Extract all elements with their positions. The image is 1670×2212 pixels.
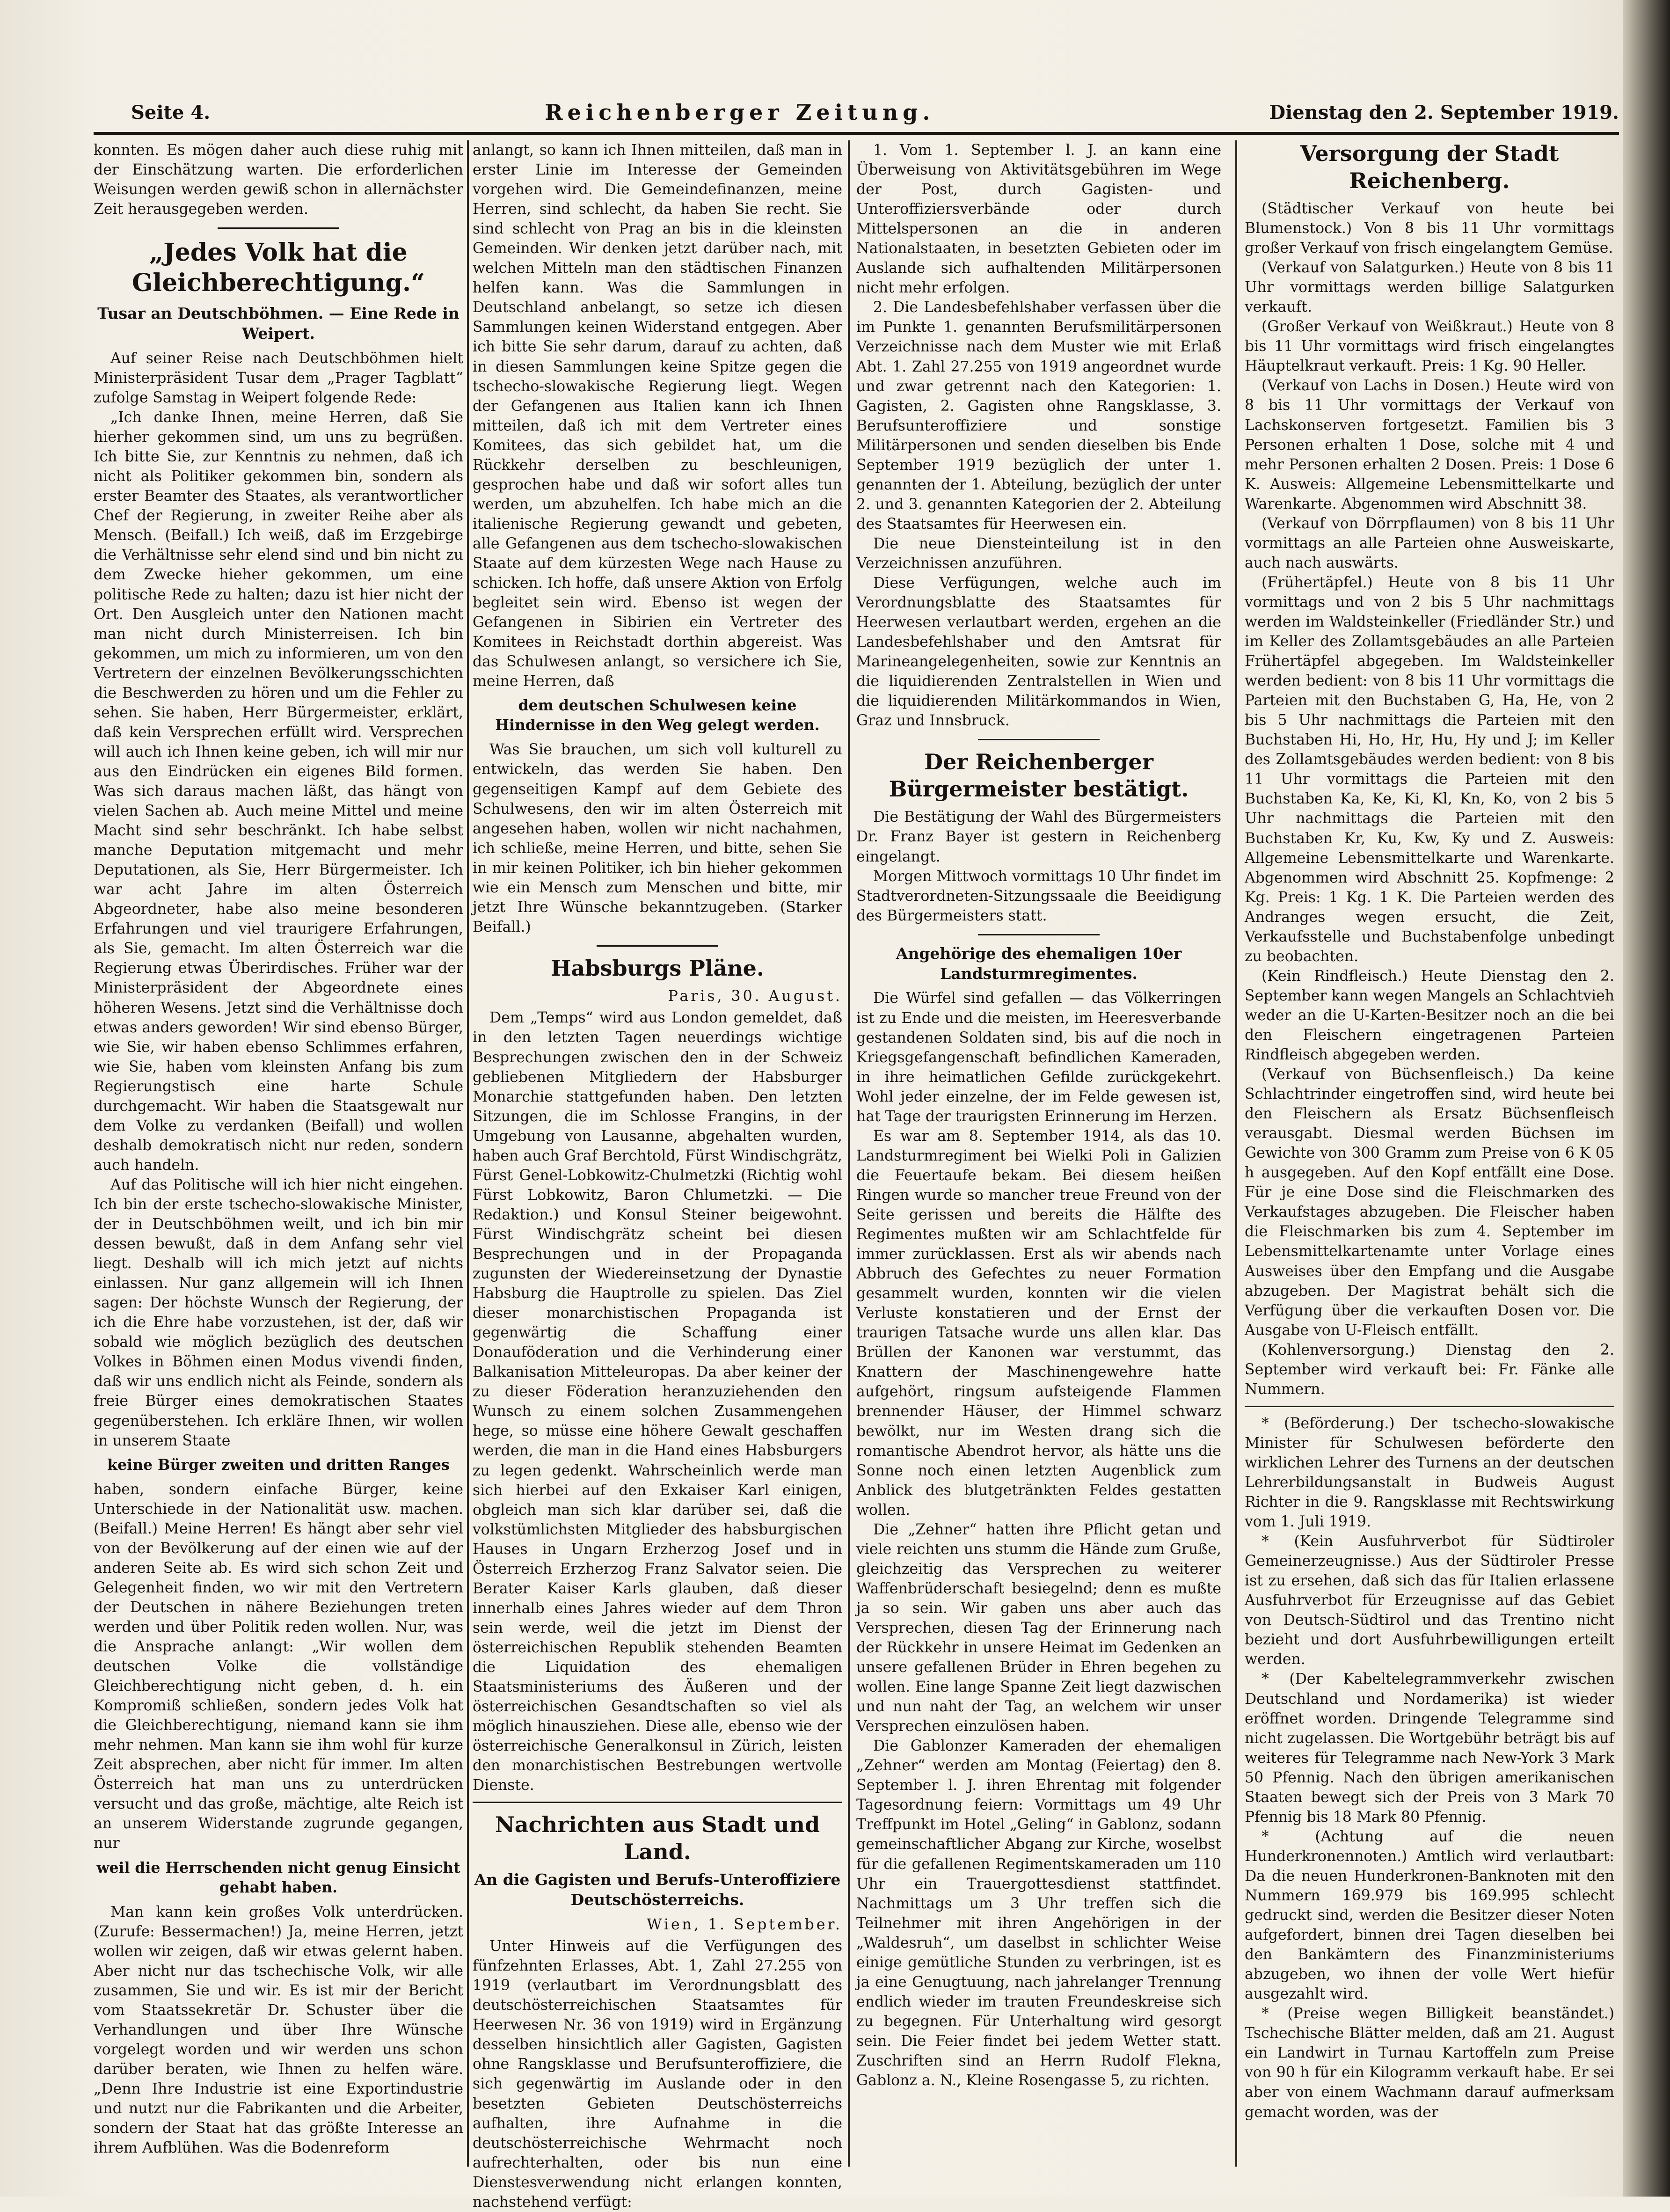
header-rule — [94, 132, 1619, 135]
page-header — [131, 96, 1619, 129]
paragraph: (Frühertäpfel.) Heute von 8 bis 11 Uhr vormittags und von 2 bis 5 Uhr nachmittags werden im Waldsteinkeller (Friedländer Str.) und im Keller des Zollamtsgebäudes an alle Parteien Frühertäpfel abgegeben. Im Waldsteinkeller werden bedient: von 8 bis 11 Uhr vormittags die Parteien mit den Buchstaben G, Ha, He, von 2 bis 5 Uhr nachmittags die Parteien mit den Buchstaben Hi, Ho, Hr, Hu, Hy und J; im Keller des Zollamtsgebäudes werden bedient: von 8 bis 11 Uhr vormittags die Parteien mit den Buchstaben Ka, Ke, Ki, Kl, Kn, Ko, von 2 bis 5 Uhr nachmittags die Parteien mit den Buchstaben Kr, Ku, Kw, Ky und Z. Ausweis: Allgemeine Lebensmittelkarte und Warenkarte. Abgenommen wird Abschnitt 25. Kopfmenge: 2 Kg. Preis: 1 Kg. 1 K. Die Parteien werden des Andranges wegen ersucht, die Zeit, Verkaufsstelle und Buchstabenfolge unbedingt zu beobachten. — [1245, 574, 1614, 965]
scan-edge — [1623, 0, 1670, 2197]
paragraph: * (Beförderung.) Der tschecho-slowakische Minister für Schulwesen beförderte den wirklichen Lehrer des Turnens an der deutschen Lehrerbildungsanstalt in Budweis August Richter in die 9. Rangsklasse mit Rechtswirkung vom 1. Juli 1919. — [1245, 1415, 1614, 1531]
paragraph: konnten. Es mögen daher auch diese ruhig mit der Einschätzung warten. Die erforderlichen Weisungen werden gewiß schon in allernächster Zeit herausgegeben werden. — [94, 142, 463, 218]
paragraph: Unter Hinweis auf die Verfügungen des fünfzehnten Erlasses, Abt. 1, Zahl 27.255 von 1919 (verlautbart im Verordnungsblatt des deutschösterreichischen Staatsamtes für Heerwesen Nr. 36 von 1919) wird in Ergänzung desselben hinsichtlich aller Gagisten, Gagisten ohne Rangsklasse und Berufsunteroffiziere, die sich gegenwärtig im Auslande oder in den besetzten Gebieten Deutschösterreichs aufhalten, ihre Aufnahme in die deutschösterreichische Wehrmacht noch aufrechterhalten, oder bis nun eine Dienstesverwendung nicht erlangen konnten, nachstehend verfügt: — [473, 1938, 842, 2211]
column-1 — [94, 140, 463, 2167]
column-4 — [1245, 140, 1614, 2167]
section-title: Nachrichten aus Stadt und Land. — [495, 1812, 820, 1864]
section-heading: keine Bürger zweiten und dritten Ranges — [107, 1456, 450, 1474]
paragraph: Die „Zehner“ hatten ihre Pflicht getan und viele reichten uns stumm die Hände zum Gruße, gleichzeitig das Versprechen zu weiterer Waffenbrüderschaft besiegelnd; denn es mußte ja so sein. Wir gaben uns aber auch das Versprechen, diesen Tag der Erinnerung nach der Rückkehr in unsere Heimat im Gedenken an unsere gefallenen Brüder in Ehren begehen zu wollen. Eine lange Spanne Zeit liegt dazwischen und nun naht der Tag, an welchem wir unser Versprechen einzulösen haben. — [856, 1521, 1221, 1735]
article-title: „Jedes Volk hat die Gleichberechtigung.“ — [132, 238, 425, 298]
paragraph: 1. Vom 1. September l. J. an kann eine Überweisung von Aktivitätsgebühren im Wege der Post, durch Gagisten- und Unteroffiziersverbände oder durch Mittelspersonen an die in anderen Nationalstaaten, in besetzten Gebieten oder im Auslande sich aufhaltenden Militärpersonen nicht mehr erfolgen. — [856, 142, 1221, 297]
masthead: Reichenberger Zeitung. — [545, 100, 935, 125]
paragraph: anlangt, so kann ich Ihnen mitteilen, daß man in erster Linie im Interesse der Gemeinden vorgehen wird. Die Gemeindefinanzen, meine Herren, sind schlecht, da haben Sie recht. Sie sind schlecht von Prag an bis in die kleinsten Gemeinden. Wir denken jetzt darüber nach, mit welchen Mitteln man den städtischen Finanzen helfen kann. Was die Sammlungen in Deutschland anbelangt, so setze ich diesen Sammlungen keinen Widerstand entgegen. Aber ich bitte Sie sehr darum, darauf zu achten, daß in diesen Sammlungen keine Spitze gegen die tschecho-slowakische Regierung liegt. Wegen der Gefangenen aus Italien kann ich Ihnen mitteilen, daß ich mit dem Vertreter eines Komitees, das sich gebildet hat, um die Rückkehr derselben zu beschleunigen, gesprochen habe und daß wir sofort alles tun werden, um abzuhelfen. Ich habe mich an die italienische Regierung gewandt und gebeten, alle Gefangenen aus dem tschecho-slowakischen Staate auf dem kürzesten Wege nach Hause zu schicken. Ich hoffe, daß unsere Aktion von Erfolg begleitet sein wird. Ebenso ist wegen der Gefangenen in Sibirien ein Vertreter des Komitees in Reichstadt dorthin abgereist. Was das Schulwesen anlangt, so versichere ich Sie, meine Herren, daß — [473, 142, 842, 690]
paragraph: (Kohlenversorgung.) Dienstag den 2. September wird verkauft bei: Fr. Fänke alle Nummern. — [1245, 1341, 1614, 1398]
paragraph: Die Bestätigung der Wahl des Bürgermeisters Dr. Franz Bayer ist gestern in Reichenberg eingelangt. — [856, 809, 1221, 865]
paragraph: Die Würfel sind gefallen — das Völkerringen ist zu Ende und die meisten, im Heeresverbande gestandenen Soldaten sind, bis auf die noch in Kriegsgefangenschaft befindlichen Kameraden, in ihre heimatlichen Gefilde zurückgekehrt. Wohl jeder einzelne, der im Felde gewesen ist, hat Tage der traurigsten Erinnerung im Herzen. — [856, 990, 1221, 1125]
article-title: Der Reichenberger Bürgermeister bestätigt. — [889, 749, 1189, 802]
paragraph: Dem „Temps“ wird aus London gemeldet, daß in den letzten Tagen neuerdings wichtige Besprechungen zwischen den in der Schweiz gebliebenen Mitgliedern der Habsburger Monarchie stattgefunden haben. Den letzten Sitzungen, die im Schlosse Frangins, in der Umgebung von Lausanne, abgehalten wurden, haben auch Graf Berchtold, Fürst Windischgrätz, Fürst Genel-Lobkowitz-Chulmetzki (Richtig wohl Fürst Lobkowitz, Baron Chlumetzki. — Die Redaktion.) und Konsul Steiner beigewohnt. Fürst Windischgrätz scheint bei diesen Besprechungen und in der Propaganda zugunsten der Wiedereinsetzung der Dynastie Habsburg die Hauptrolle zu spielen. Das Ziel dieser monarchistischen Propaganda ist gegenwärtig die Schaffung einer Donauföderation und die Verhinderung einer Balkanisation Mitteleuropas. Da aber keiner der zu dieser Föderation heranzuziehenden den Wunsch zu einem solchen Zusammengehen hege, so müsse eine höhere Gewalt geschaffen werden, die man in die Hand eines Habsburgers zu legen gedenkt. Wahrscheinlich werde man sich hierbei auf den Exkaiser Karl einigen, obgleich man sich klar darüber sei, daß die volkstümlichsten Mitglieder des habsburgischen Hauses in Ungarn Erzherzog Josef und in Österreich Erzherzog Franz Salvator seien. Die Berater Kaiser Karls glauben, daß dieser innerhalb eines Jahres wieder auf dem Thron sein werde, weil die jetzt im Dienst der österreichischen Republik stehenden Beamten die Liquidation des ehemaligen Staatsministeriums des Äußeren und der österreichischen Gesandtschaften so viel als möglich hinausziehen. Diese alle, ebenso wie der österreichische Generalkonsul in Zürich, leisten den monarchistischen Bestrebungen wertvolle Dienste. — [473, 1009, 842, 1794]
paragraph: Diese Verfügungen, welche auch im Verordnungsblatte des Staatsamtes für Heerwesen verlautbart werden, ergehen an die Landesbefehlshaber und den Amtsrat für Marineangelegenheiten, sowie zur Kenntnis an die liquidierenden Zentralstellen in Wien und die liquidierenden Militärkommandos in Wien, Graz und Innsbruck. — [856, 575, 1221, 730]
column-divider — [848, 140, 850, 2167]
separator — [473, 1802, 842, 1803]
page-number: Seite 4. — [131, 101, 211, 124]
section-heading: weil die Herrschenden nicht genug Einsicht gehabt haben. — [96, 1859, 460, 1896]
paragraph: Es war am 8. September 1914, als das 10. Landsturmregiment bei Wielki Poli in Galizien die Feuertaufe bekam. Bei diesem heißen Ringen wurde so mancher treue Freund von der Seite gerissen und bereits die Hälfte des Regimentes mußten wir am Schlachtfelde für immer zurücklassen. Erst als wir abends nach Abbruch des Gefechtes zu neuer Formation gesammelt wurden, konnten wir die vielen Verluste konstatieren und der Ernst der traurigen Tatsache wurde uns allen klar. Das Brüllen der Kanonen war verstummt, das Knattern der Maschinengewehre hatte aufgehört, ringsum aufsteigende Flammen brennender Häuser, der Himmel schwarz bewölkt, nur im Westen drang sich die romantische Abendrot hervor, als hätte uns die Sonne noch einen letzten Augenblick zum Anblick des blutgetränkten Feldes gestatten wollen. — [856, 1127, 1221, 1518]
separator — [978, 934, 1100, 935]
separator — [978, 739, 1100, 740]
column-2 — [473, 140, 842, 2211]
column-3 — [856, 140, 1221, 2167]
paragraph: (Verkauf von Salatgurken.) Heute von 8 bis 11 Uhr vormittags werden billige Salatgurken verkauft. — [1245, 259, 1614, 316]
paragraph: 2. Die Landesbefehlshaber verfassen über die im Punkte 1. genannten Berufsmilitärpersonen Verzeichnisse nach dem Muster wie mit Erlaß Abt. 1. Zahl 27.255 von 1919 angeordnet wurde und zwar getrennt nach den Kategorien: 1. Gagisten, 2. Gagisten ohne Rangsklasse, 3. Berufsunteroffiziere und sonstige Militärpersonen und senden dieselben bis Ende September 1919 bezüglich der unter 1. genannten der 1. Abteilung, bezüglich der unter 2. und 3. genannten Kategorien der 2. Abteilung des Staatsamtes für Heerwesen ein. — [856, 299, 1221, 533]
separator — [218, 227, 339, 229]
paragraph: Die neue Diensteinteilung ist in den Verzeichnissen anzuführen. — [856, 535, 1221, 572]
paragraph: (Großer Verkauf von Weißkraut.) Heute von 8 bis 11 Uhr vormittags wird frisch eingelangtes Häuptelkraut verkauft. Preis: 1 Kg. 90 Heller. — [1245, 318, 1614, 375]
column-divider — [467, 140, 469, 2167]
article-title: Habsburgs Pläne. — [551, 955, 764, 981]
article-subtitle: An die Gagisten und Berufs-Unteroffiziere Deutschösterreichs. — [474, 1870, 841, 1909]
paragraph: (Verkauf von Büchsenfleisch.) Da keine Schlachtrinder eingetroffen sind, wird heute bei den Fleischern als Ersatz Büchsenfleisch verausgabt. Diesmal werden Büchsen im Gewichte von 300 Gramm zum Preise von 6 K 05 h ausgegeben. Auf den Kopf entfällt eine Dose. Für je eine Dose sind die Fleischmarken des Verkaufstages abzugeben. Die Fleischer haben die Fleischmarken bis zum 4. September im Lebensmittelkartenamte unter Vorlage eines Ausweises über den Empfang und die Ausgabe abzugeben. Der Magistrat behält sich die Verfügung über die verkauften Dosen vor. Die Ausgabe von U-Fleisch entfällt. — [1245, 1066, 1614, 1339]
paragraph: * (Achtung auf die neuen Hunderkronennoten.) Amtlich wird verlautbart: Da die neuen Hunderkronen-Banknoten mit den Nummern 169.979 bis 169.995 schlecht gedruckt sind, werden die Besitzer dieser Noten aufgefordert, binnen drei Tagen dieselben bei den Bankämtern des Finanzministeriums abzugeben, wo ihnen der volle Wert hiefür ausgezahlt wird. — [1245, 1828, 1614, 2003]
section-heading: dem deutschen Schulwesen keine Hindernisse in den Weg gelegt werden. — [495, 697, 820, 734]
paragraph: Morgen Mittwoch vormittags 10 Uhr findet im Stadtverordneten-Sitzungssaale die Beeidigung des Bürgermeisters statt. — [856, 868, 1221, 924]
paragraph: haben, sondern einfache Bürger, keine Unterschiede in der Nationalität usw. machen. (Beifall.) Meine Herren! Es hängt aber sehr viel von der Bevölkerung auf der einen wie auf der anderen Seite ab. Es wird sich schon Zeit und Gelegenheit finden, wo wir mit den Vertretern der Deutschen in nähere Beziehungen treten werden und über Politik reden wollen. Nur, was die Ansprache anlangt: „Wir wollen dem deutschen Volke die vollständige Gleichberechtigung nicht geben, d. h. ein Kompromiß schließen, sondern jedes Volk hat die Gleichberechtigung, niemand kann sie ihm mehr nehmen. Man kann sie ihm wohl für kurze Zeit absprechen, aber nicht für immer. Im alten Österreich hat man uns zu unterdrücken versucht und das große, mächtige, alte Reich ist an unserem Widerstande zugrunde gegangen, nur — [94, 1481, 463, 1852]
separator — [1245, 1406, 1614, 1407]
paragraph: * (Der Kabeltelegrammverkehr zwischen Deutschland und Nordamerika) ist wieder eröffnet worden. Dringende Telegramme sind nicht zugelassen. Die Wortgebühr beträgt bis auf weiteres für Telegramme nach New-York 3 Mark 50 Pfennig. Nach den übrigen amerikanischen Staaten bewegt sich der Preis von 3 Mark 70 Pfennig bis 18 Mark 80 Pfennig. — [1245, 1671, 1614, 1825]
dateline: Wien, 1. September. — [647, 1916, 842, 1934]
paragraph: (Verkauf von Dörrpflaumen) von 8 bis 11 Uhr vormittags an alle Parteien ohne Ausweiskarte, auch nach auswärts. — [1245, 515, 1614, 571]
paragraph: Die Gablonzer Kameraden der ehemaligen „Zehner“ werden am Montag (Feiertag) den 8. September l. J. ihren Ehrentag mit folgender Tagesordnung feiern: Vormittags um 49 Uhr Treffpunkt im Hotel „Geling“ in Gablonz, sodann gemeinschaftlicher Abgang zur Kirche, woselbst für die gefallenen Regimentskameraden um 110 Uhr ein Trauergottesdienst stattfindet. Nachmittags um 3 Uhr treffen sich die Teilnehmer mit ihren Angehörigen in der „Waldesruh“, um daselbst in schlichter Weise einige gemütliche Stunden zu verbringen, ist es ja eine Genugtuung, nach jahrelanger Trennung endlich wieder im trauten Freundeskreise sich zu begegnen. Für Unterhaltung wird gesorgt sein. Die Feier findet bei jedem Wetter statt. Zuschriften sind an Herrn Rudolf Flekna, Gablonz a. N., Kleine Rosengasse 5, zu richten. — [856, 1737, 1221, 2089]
paragraph: Man kann kein großes Volk unterdrücken. (Zurufe: Bessermachen!) Ja, meine Herren, jetzt wollen wir zeigen, daß wir etwas gelernt haben. Aber nicht nur das tschechische Volk, wir alle zusammen, Sie und wir. Es ist mir der Bericht vom Staatssekretär Dr. Schuster über die Verhandlungen und über Ihre Wünsche vorgelegt worden und wir werden uns schon darüber beraten, wie Ihnen zu helfen wäre. „Denn Ihre Industrie ist eine Exportindustrie und nutzt nur die Fabrikanten und die Arbeiter, sondern der Staat hat das größte Interesse an ihrem Aufblühen. Was die Bodenreform — [94, 1903, 463, 2157]
paragraph: * (Kein Ausfuhrverbot für Südtiroler Gemeinerzeugnisse.) Aus der Südtiroler Presse ist zu ersehen, daß sich das für Italien erlassene Ausfuhrverbot für Erzeugnisse auf das Gebiet von Deutsch-Südtirol und das Trentino nicht bezieht und dort Ausfuhrbewilligungen erteilt werden. — [1245, 1533, 1614, 1668]
separator — [597, 945, 718, 947]
paragraph: Was Sie brauchen, um sich voll kulturell zu entwickeln, das werden Sie haben. Den gegenseitigen Kampf auf dem Gebiete des Schulwesens, den wir im alten Österreich mit angesehen haben, wollen wir nicht nachahmen, ich schließe, meine Herren, und bitte, sehen Sie in mir keinen Politiker, ich bin hieher gekommen wie ein Mensch zum Menschen und bitte, mir jetzt Ihre Wünsche bekanntzugeben. (Starker Beifall.) — [473, 741, 842, 935]
article-title: Versorgung der Stadt Reichenberg. — [1300, 141, 1559, 193]
paragraph: (Städtischer Verkauf von heute bei Blumenstock.) Von 8 bis 11 Uhr vormittags großer Verkauf von frisch eingelangtem Gemüse. — [1245, 200, 1614, 257]
paragraph: * (Preise wegen Billigkeit beanständet.) Tschechische Blätter melden, daß am 21. August ein Landwirt in Turnau Kartoffeln zum Preise von 90 h für ein Kilogramm verkauft habe. Er sei aber von einem Wachmann darauf aufmerksam gemacht worden, was der — [1245, 2005, 1614, 2121]
paragraph: Auf das Politische will ich hier nicht eingehen. Ich bin der erste tschecho-slowakische Minister, der in Deutschböhmen weilt, und ich bin mir dessen bewußt, daß in dem Anfang sehr viel liegt. Deshalb will ich mich jetzt auf nichts einlassen. Nur ganz allgemein will ich Ihnen sagen: Der höchste Wunsch der Regierung, der ich die Ehre habe vorzustehen, ist der, daß wir sobald wie möglich bezüglich des deutschen Volkes in Böhmen einen Modus vivendi finden, daß wir uns endlich nicht als Feinde, sondern als freie Bürger eines demokratischen Staates gegenüberstehen. Ich erkläre Ihnen, wir wollen in unserem Staate — [94, 1176, 463, 1449]
paragraph: (Kein Rindfleisch.) Heute Dienstag den 2. September kann wegen Mangels an Schlachtvieh weder an die U-Karten-Besitzer noch an die bei den Fleischern eingetragenen Parteien Rindfleisch abgegeben werden. — [1245, 967, 1614, 1064]
paragraph: Auf seiner Reise nach Deutschböhmen hielt Ministerpräsident Tusar dem „Prager Tagblatt“ zufolge Samstag in Weipert folgende Rede: — [94, 350, 463, 407]
issue-date: Dienstag den 2. September 1919. — [1269, 101, 1619, 124]
article-subtitle: Tusar an Deutschböhmen. — Eine Rede in Weipert. — [97, 304, 459, 343]
paragraph: „Ich danke Ihnen, meine Herren, daß Sie hierher gekommen sind, um uns zu begrüßen. Ich bitte Sie, zur Kenntnis zu nehmen, daß ich nicht als Politiker gekommen bin, sondern als erster Beamter des Staates, als verantwortlicher Chef der Regierung, in zweiter Reihe aber als Mensch. (Beifall.) Ich weiß, daß im Erzgebirge die Verhältnisse sehr elend sind und bin nicht zu dem Zwecke hieher gekommen, um eine politische Rede zu halten; dazu ist hier nicht der Ort. Den Ausgleich unter den Nationen macht man nicht durch Ministerreisen. Ich bin gekommen, um mich zu informieren, um von den Vertretern der einzelnen Bevölkerungsschichten die Beschwerden zu hören und um die Fehler zu sehen. Sie haben, Herr Bürgermeister, erklärt, daß kein Versprechen erfüllt wird. Versprechen will auch ich Ihnen keine geben, ich will mir nur aus den Eindrücken ein eigenes Bild formen. Was sich daraus machen läßt, das hängt von vielen Sachen ab. Auch meine Mittel und meine Macht sind sehr beschränkt. Ich habe selbst manche Deputation mitgemacht und mehr Deputationen, als Sie, Herr Bürgermeister. Ich war acht Jahre im alten Österreich Abgeordneter, habe also meine besonderen Erfahrungen und viel traurigere Erfahrungen, als Sie, gemacht. Im alten Österreich war die Regierung etwas Überirdisches. Früher war der Ministerpräsident der Abgeordnete eines höheren Wesens. Jetzt sind die Verhältnisse doch etwas anders geworden! Wir sind ebenso Bürger, wie Sie, wir haben ebenso Schlimmes erfahren, wie Sie, haben vom kleinsten Anfang bis zum Regierungstisch eine harte Schule durchgemacht. Wir haben die Staatsgewalt nur dem Volke zu verdanken (Beifall) und wollen deshalb demokratisch nicht nur reden, sondern auch handeln. — [94, 409, 463, 1174]
dateline: Paris, 30. August. — [668, 988, 842, 1005]
column-divider — [1235, 140, 1237, 2167]
article-title: Angehörige des ehemaligen 10er Landsturmregimentes. — [896, 944, 1182, 983]
paragraph: (Verkauf von Lachs in Dosen.) Heute wird von 8 bis 11 Uhr vormittags der Verkauf von Lachskonserven fortgesetzt. Familien bis 3 Personen erhalten 1 Dose, solche mit 4 und mehr Personen erhalten 2 Dosen. Preis: 1 Dose 6 K. Ausweis: Allgemeine Lebensmittelkarte und Warenkarte. Abgenommen wird Abschnitt 38. — [1245, 377, 1614, 512]
